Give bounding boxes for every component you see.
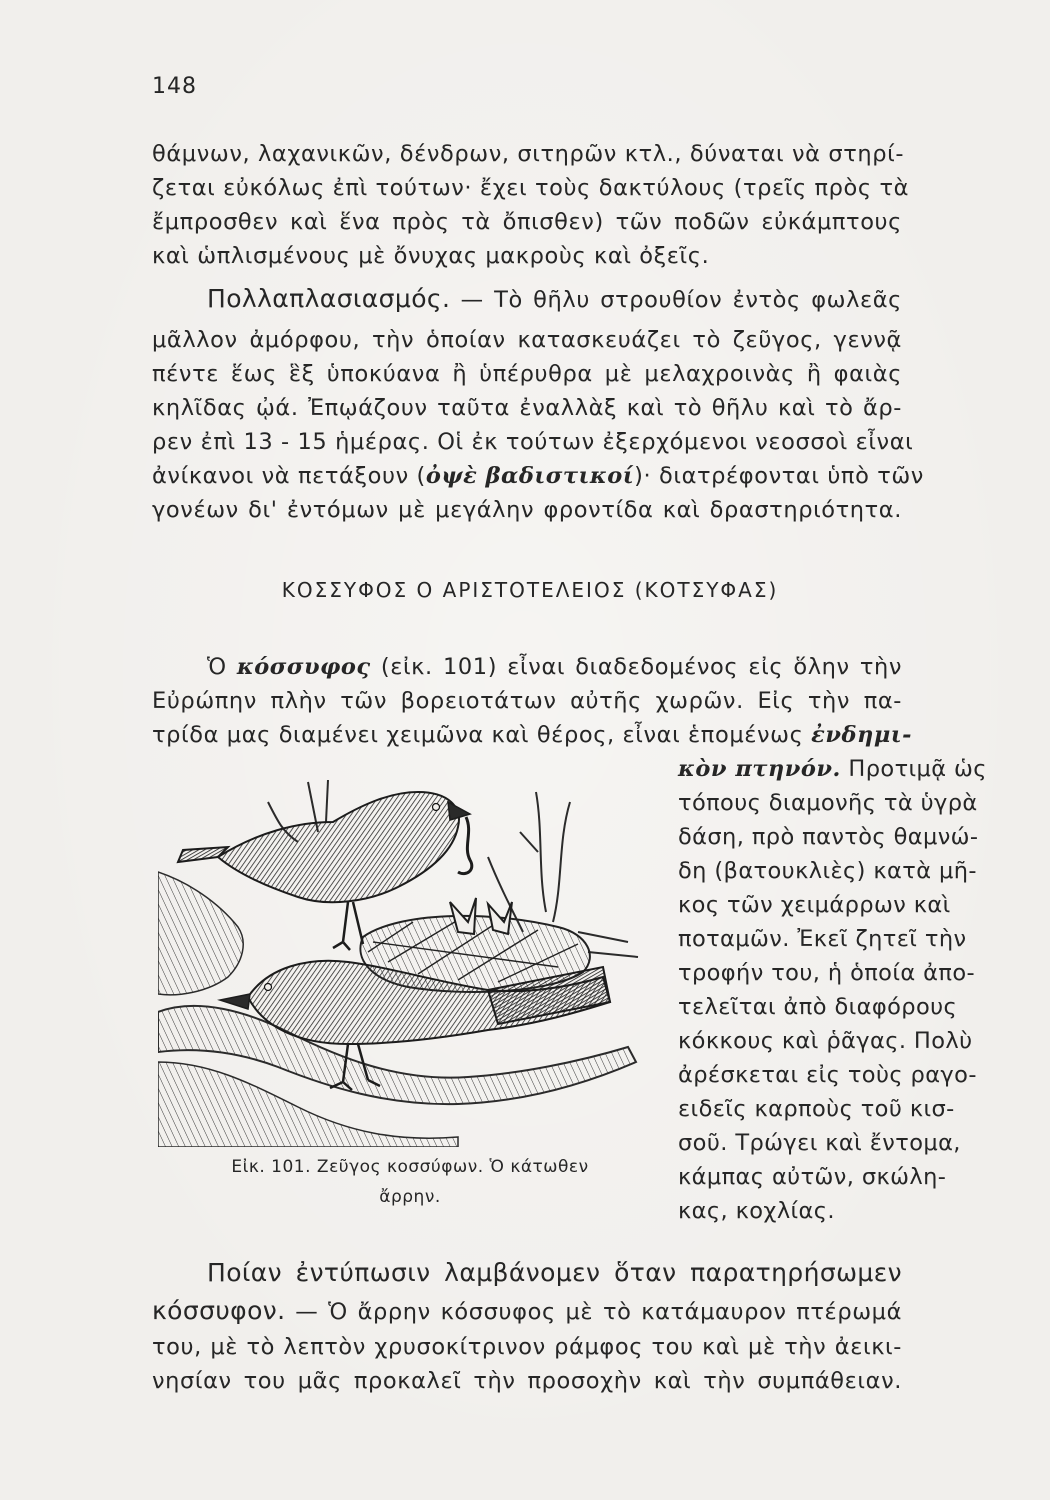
blackbird-pair-illustration (158, 762, 658, 1147)
text-line: πέντε ἕως ἓξ ὑποκύανα ἢ ὑπέρυθρα μὲ μελαχροινὰς ἢ φαιὰς (152, 361, 902, 387)
text-line: θάμνων, λαχανικῶν, δένδρων, σιτηρῶν κτλ., δύναται νὰ στηρί- (152, 141, 905, 167)
paragraph-heading-reproduction: Πολλαπλασιασμός. (207, 284, 451, 313)
figure-caption: Εἰκ. 101. Ζεῦγος κοσσύφων. Ὁ κάτωθεν ἄρρην. (231, 1157, 589, 1207)
text-line: Ὁ κόσσυφος (εἰκ. 101) εἶναι διαδεδομένος εἰς ὅλην τὴν (207, 654, 903, 680)
text-line: σοῦ. Τρώγει καὶ ἔντομα, (678, 1130, 961, 1156)
text-line: κος τῶν χειμάρρων καὶ (678, 892, 951, 918)
page-number: 148 (152, 74, 197, 99)
text-line: κὸν πτηνόν. Προτιμᾷ ὡς (678, 756, 987, 782)
text-line: τροφήν του, ἡ ὁποία ἀπο- (678, 960, 976, 986)
text-line: κόκκους καὶ ῥᾶγας. Πολὺ (678, 1028, 973, 1054)
text-line: τόπους διαμονῆς τὰ ὑγρὰ (678, 790, 978, 816)
branch-left (158, 872, 243, 995)
text-line: ειδεῖς καρποὺς τοῦ κισ- (678, 1096, 955, 1122)
text-line: ρεν ἐπὶ 13 - 15 ἡμέρας. Οἱ ἐκ τούτων ἐξερχόμενοι νεοσσοὶ εἶναι (152, 429, 914, 455)
text-line: Πολλαπλασιασμός. — Τὸ θῆλυ στρουθίον ἐντὸς φωλεᾶς (207, 284, 902, 313)
text-line: δάση, πρὸ παντὸς θαμνώ- (678, 824, 979, 850)
section-heading: ΚΟΣΣΥΦΟΣ Ο ΑΡΙΣΤΟΤΕΛΕΙΟΣ (ΚΟΤΣΥΦΑΣ) (281, 578, 779, 602)
text-line: τρίδα μας διαμένει χειμῶνα καὶ θέρος, εἶναι ἑπομένως ἐνδημι- (152, 722, 913, 748)
text-line: κηλῖδας ᾠά. Ἐπῳάζουν ταῦτα ἐναλλὰξ καὶ τὸ θῆλυ καὶ τὸ ἄρ- (152, 395, 902, 421)
emphasis: κὸν πτηνόν. (678, 756, 841, 782)
text-line: ἀρέσκεται εἰς τοὺς ραγο- (678, 1062, 977, 1088)
text-line: κάμπας αὐτῶν, σκώλη- (678, 1164, 947, 1190)
emphasis: ὀψὲ βαδιστικοί (425, 463, 635, 489)
paragraph-heading-impression-end: κόσσυφον. (152, 1296, 286, 1325)
text-line (207, 1258, 902, 1289)
text-line: Εὐρώπην πλὴν τῶν βορειοτάτων αὐτῆς χωρῶν. Εἰς τὴν πα- (152, 688, 902, 714)
emphasis: κόσσυφος (236, 654, 371, 680)
text-line: τελεῖται ἀπὸ διαφόρους (678, 994, 958, 1020)
text-line: κόσσυφον. — Ὁ ἄρρην κόσσυφος μὲ τὸ κατάμαυρον πτέρωμά (152, 1296, 902, 1325)
text-line: ζεται εὐκόλως ἐπὶ τούτων· ἔχει τοὺς δακτύλους (τρεῖς πρὸς τὰ (152, 175, 910, 201)
emphasis: ἐνδημι- (811, 722, 913, 748)
text-line: μᾶλλον ἀμόρφου, τὴν ὁποίαν κατασκευάζει τὸ ζεῦγος, γεννᾷ (152, 327, 902, 353)
text-line: ἀνίκανοι νὰ πετάξουν (ὀψὲ βαδιστικοί)· διατρέφονται ὑπὸ τῶν (152, 463, 924, 489)
text-line: του, μὲ τὸ λεπτὸν χρυσοκίτρινον ράμφος του καὶ μὲ τὴν ἀεικι- (152, 1334, 902, 1360)
text-line: γονέων δι' ἐντόμων μὲ μεγάλην φροντίδα καὶ δραστηριότητα. (152, 497, 902, 523)
text-line: δη (βατουκλιὲς) κατὰ μῆ- (678, 858, 977, 884)
paragraph-heading-impression: Ποίαν ἐντύπωσιν λαμβάνομεν ὅταν παρατηρήσωμεν (207, 1258, 902, 1287)
text-line: νησίαν του μᾶς προκαλεῖ τὴν προσοχὴν καὶ τὴν συμπάθειαν. (152, 1368, 902, 1394)
text-line: καὶ ὡπλισμένους μὲ ὄνυχας μακροὺς καὶ ὀξεῖς. (152, 243, 710, 269)
text-line: κας, κοχλίας. (678, 1198, 835, 1224)
text-line: ἔμπροσθεν καὶ ἕνα πρὸς τὰ ὄπισθεν) τῶν ποδῶν εὐκάμπτους (152, 209, 902, 235)
text-line: ποταμῶν. Ἐκεῖ ζητεῖ τὴν (678, 926, 967, 952)
